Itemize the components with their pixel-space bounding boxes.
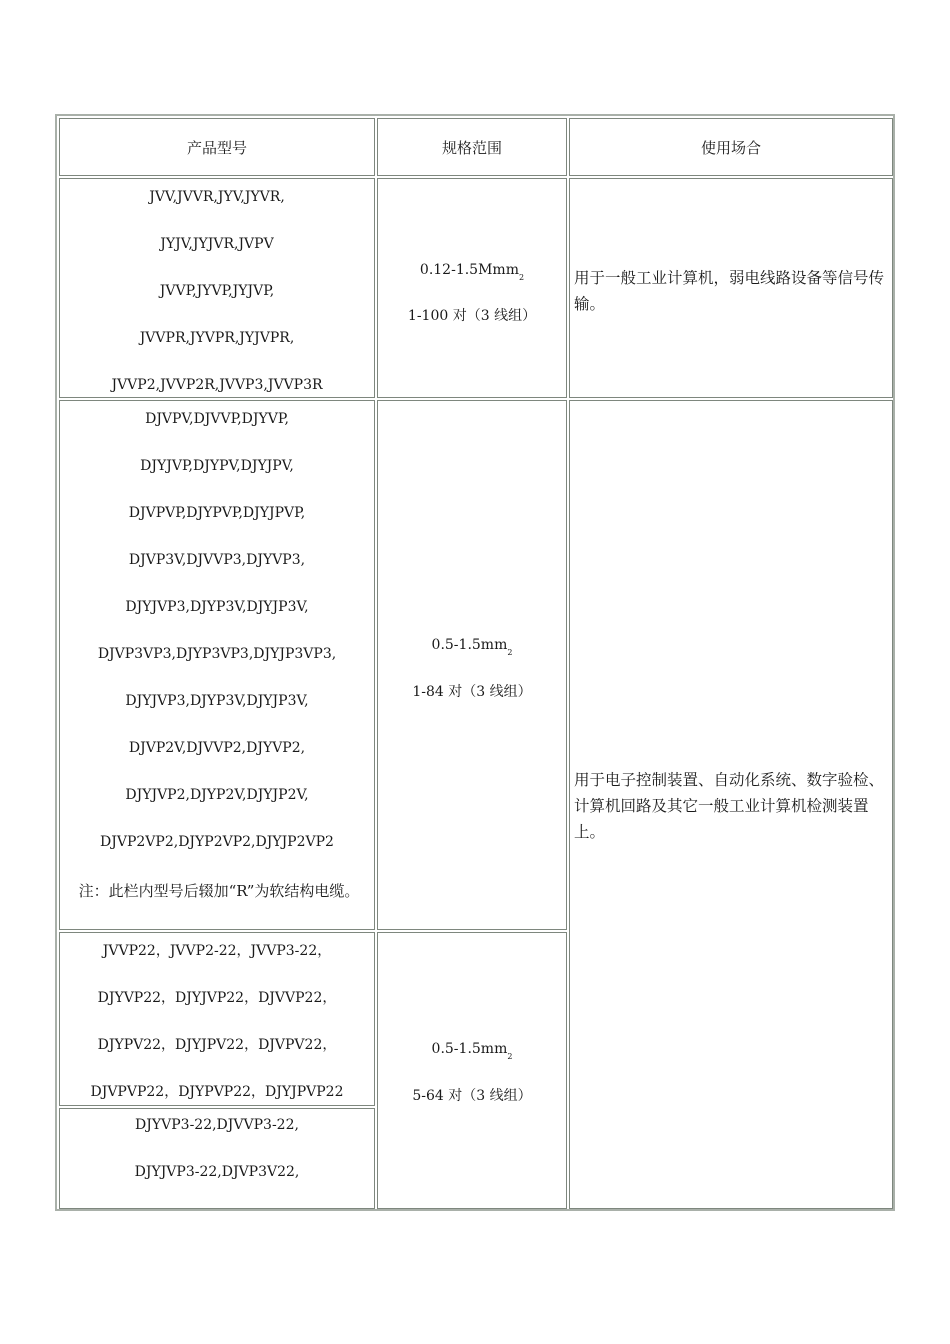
row3-model-line: DJVPVP22，DJYPVP22，DJYJPVP22	[90, 1084, 344, 1100]
row2-model-line: DJYJVP2,DJYP2V,DJYJP2V,	[125, 787, 309, 803]
row2-model-line: DJVPV,DJVVP,DJYVP,	[145, 411, 289, 427]
header-product-model-label: 产品型号	[186, 138, 247, 157]
header-usage-label: 使用场合	[700, 138, 761, 157]
row3-model-line: DJYPV22，DJYJPV22，DJVPV22，	[97, 1037, 337, 1053]
row1-models-cell	[59, 178, 375, 398]
row2-note: 注：此栏内型号后辍加“R”为软结构电缆。	[78, 882, 360, 900]
row2-spec-cell	[377, 400, 567, 930]
row3-model-line: JVVP22，JVVP2-22，JVVP3-22，	[102, 943, 332, 959]
row2-model-line: DJVP3VP3,DJYP3VP3,DJYJP3VP3,	[97, 646, 337, 662]
row1-spec-pairs: 1-100 对（3 线组）	[407, 308, 537, 324]
row3-model-line: DJYVP22，DJYJVP22，DJVVP22，	[97, 990, 337, 1006]
row1-usage-cell	[569, 178, 893, 398]
row3-spec-cell	[377, 932, 567, 1209]
header-product-model	[59, 118, 375, 176]
row2-usage-text: 用于电子控制装置、自动化系统、数字验检、计算机回路及其它一般工业计算机检测装置上。	[574, 771, 885, 841]
row2-models-cell	[59, 400, 375, 930]
header-spec-range	[377, 118, 567, 176]
row2-usage-cell	[569, 400, 893, 1209]
row1-spec-cell	[377, 178, 567, 398]
row1-model-line: JYJV,JYJVR,JVPV	[160, 236, 274, 252]
product-table	[55, 114, 895, 1211]
row1-spec-size: 0.12-1.5Mmm$_2$	[419, 262, 525, 282]
row2-spec-pairs: 1-84 对（3 线组）	[412, 684, 532, 700]
row4-model-line: DJYVP3-22,DJVVP3-22,	[135, 1117, 299, 1133]
row1-model-line: JVVPR,JYVPR,JYJVPR,	[139, 330, 295, 346]
row1-model-line: JVVP2,JVVP2R,JVVP3,JVVP3R	[111, 377, 323, 393]
row2-model-line: DJVP2V,DJVVP2,DJYVP2,	[128, 740, 306, 756]
row4-models-cell	[59, 1108, 375, 1209]
row3-spec-pairs: 5-64 对（3 线组）	[412, 1088, 532, 1104]
row2-spec-size: $0.5-1.5mm_2$	[431, 637, 513, 657]
row2-model-line: DJYJVP3,DJYP3V,DJYJP3V,	[125, 693, 309, 709]
header-spec-range-label: 规格范围	[441, 138, 502, 157]
row2-model-line: DJYJVP,DJYPV,DJYJPV,	[140, 458, 294, 474]
row3-models-cell	[59, 932, 375, 1106]
row2-model-line: DJVP2VP2,DJYP2VP2,DJYJP2VP2	[100, 834, 334, 850]
row3-spec-size: $0.5-1.5mm_2$	[431, 1041, 513, 1061]
row4-model-line: DJYJVP3-22,DJVP3V22,	[134, 1164, 300, 1180]
row2-model-line: DJVP3V,DJVVP3,DJYVP3,	[128, 552, 306, 568]
row2-model-line: DJYJVP3,DJYP3V,DJYJP3V,	[125, 599, 309, 615]
row1-model-line: JVV,JVVR,JYV,JYVR,	[149, 189, 285, 205]
row2-model-line: DJVPVP,DJYPVP,DJYJPVP,	[128, 505, 306, 521]
row1-usage-text: 用于一般工业计算机，弱电线路设备等信号传输。	[574, 269, 885, 313]
header-usage	[569, 118, 893, 176]
row1-model-line: JVVP,JYVP,JYJVP,	[159, 283, 275, 299]
